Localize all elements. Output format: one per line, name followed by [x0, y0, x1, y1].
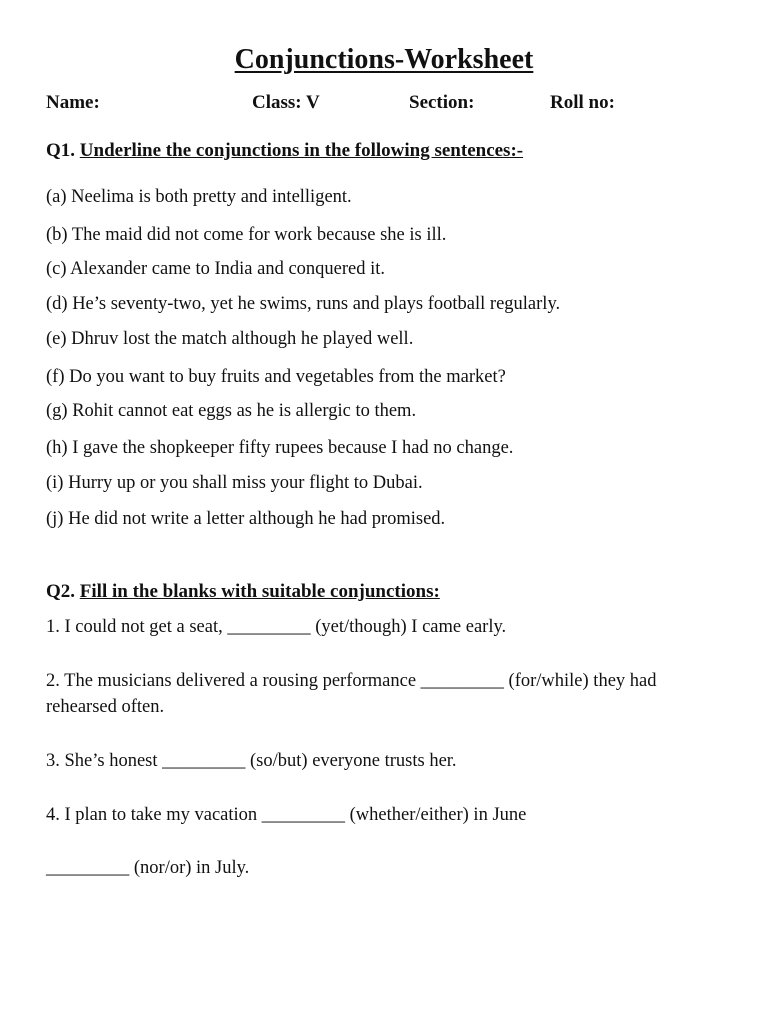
q1-item-i: (i) Hurry up or you shall miss your flight to Dubai. — [46, 473, 423, 493]
question-1-instruction: Underline the conjunctions in the following sentences:- — [79, 140, 524, 161]
roll-no-field-label: Roll no: — [550, 92, 615, 113]
worksheet-title: Conjunctions-Worksheet — [234, 44, 534, 75]
question-2-number: Q2. — [46, 581, 76, 602]
q1-item-d: (d) He’s seventy-two, yet he swims, runs and plays football regularly. — [46, 294, 561, 314]
q1-item-f: (f) Do you want to buy fruits and vegetables from the market? — [46, 367, 506, 387]
name-field-label: Name: — [46, 92, 100, 113]
q2-item-1: 1. I could not get a seat, _________ (yet/though) I came early. — [46, 617, 507, 637]
question-1-number: Q1. — [46, 140, 76, 161]
question-2-heading — [46, 581, 440, 603]
question-1-heading — [46, 140, 523, 162]
q2-item-4-continued: _________ (nor/or) in July. — [46, 858, 250, 878]
q2-item-2: 2. The musicians delivered a rousing performance _________ (for/while) they had rehearsed often. — [46, 671, 657, 717]
q2-item-4: 4. I plan to take my vacation _________ (whether/either) in June — [46, 805, 527, 825]
q1-item-g: (g) Rohit cannot eat eggs as he is allergic to them. — [46, 401, 417, 421]
q1-item-b: (b) The maid did not come for work because she is ill. — [46, 225, 447, 245]
q1-item-c: (c) Alexander came to India and conquered it. — [46, 259, 386, 279]
question-2-instruction: Fill in the blanks with suitable conjunctions: — [79, 581, 440, 602]
q2-item-3: 3. She’s honest _________ (so/but) everyone trusts her. — [46, 751, 457, 771]
section-field-label: Section: — [409, 92, 475, 113]
class-field-label: Class: V — [252, 92, 320, 113]
q1-item-a: (a) Neelima is both pretty and intelligent. — [46, 187, 352, 207]
q1-item-e: (e) Dhruv lost the match although he played well. — [46, 329, 414, 349]
q1-item-j: (j) He did not write a letter although he had promised. — [46, 509, 446, 529]
q1-item-h: (h) I gave the shopkeeper fifty rupees because I had no change. — [46, 438, 514, 458]
